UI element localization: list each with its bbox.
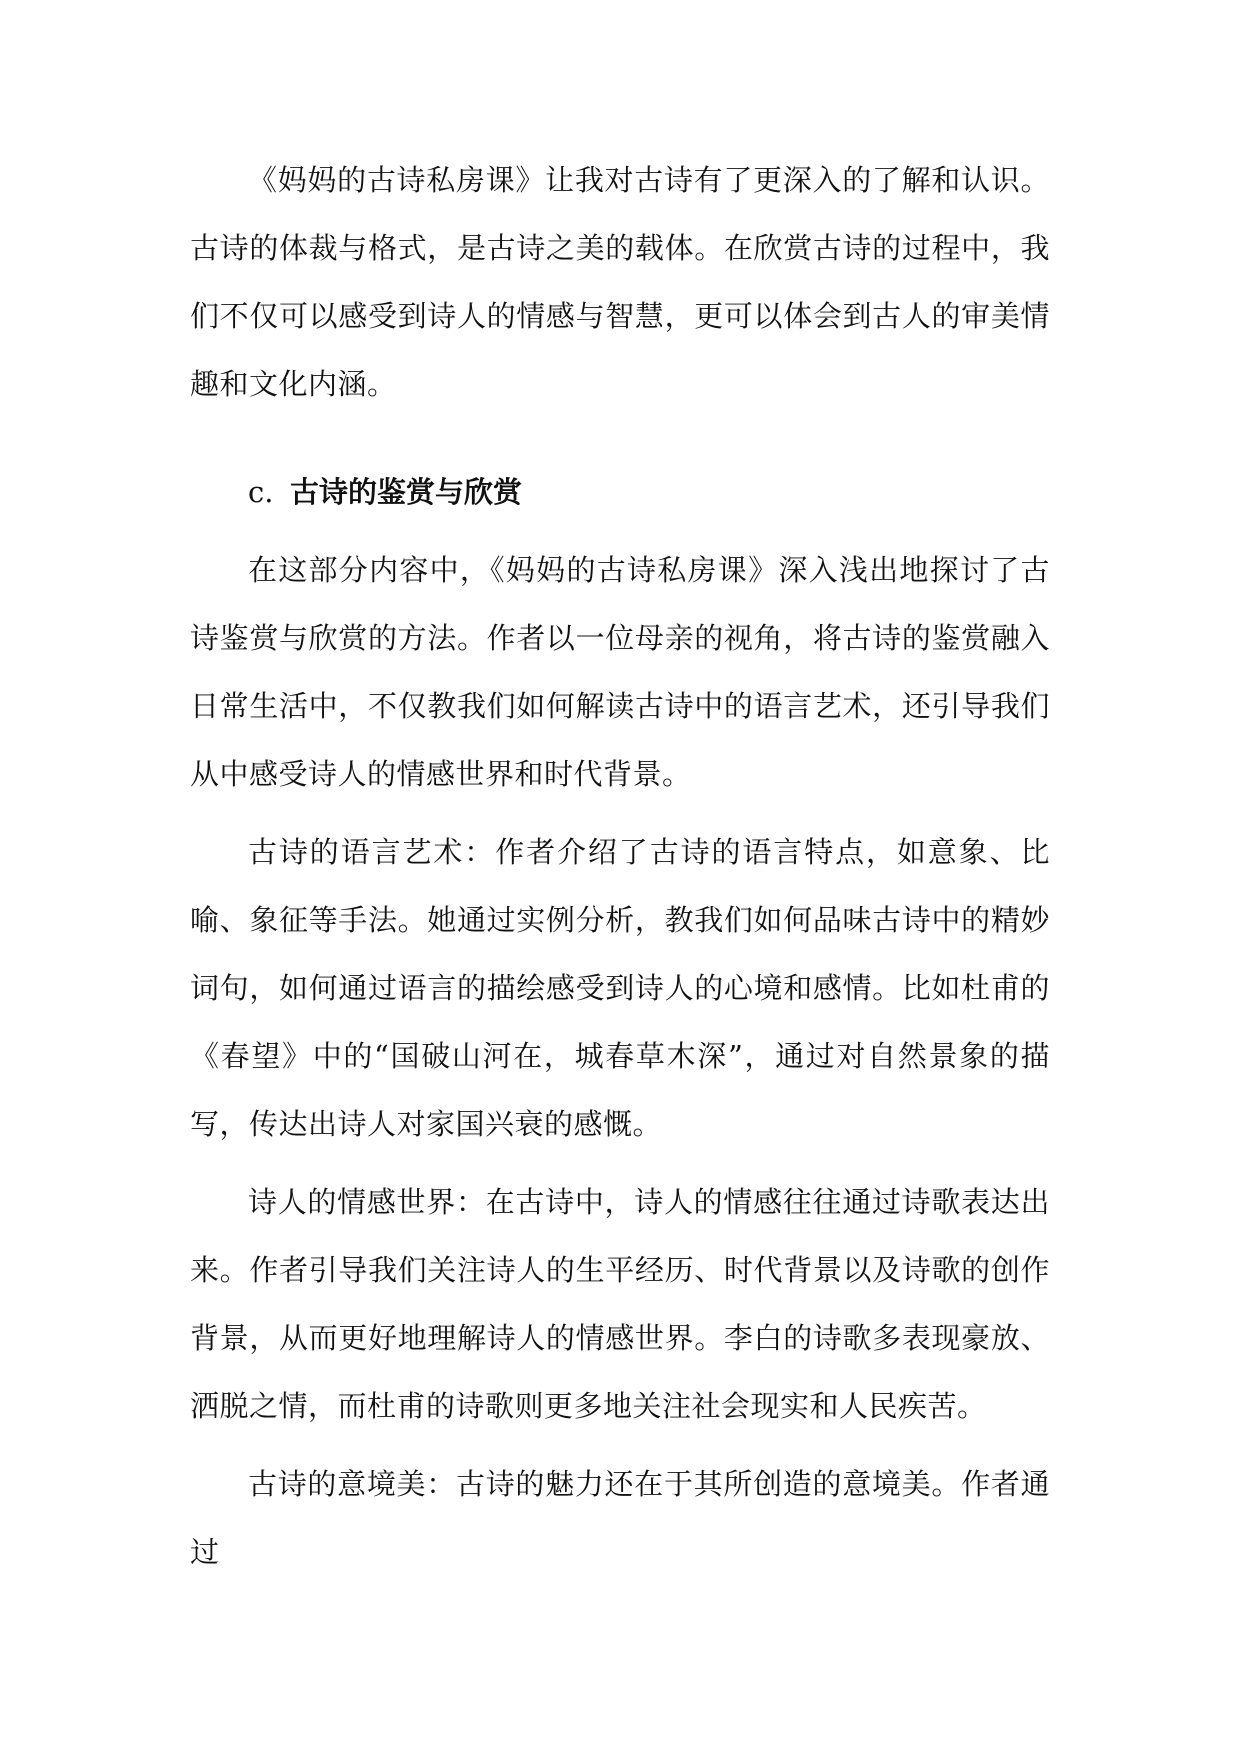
paragraph-poet-emotion: 诗人的情感世界：在古诗中，诗人的情感往往通过诗歌表达出来。作者引导我们关注诗人的生平经历、时代背景以及诗歌的创作背景，从而更好地理解诗人的情感世界。李白的诗歌多表现豪放、洒脱之情，而杜甫的诗歌则更多地关注社会现实和人民疾苦。 — [190, 1185, 1050, 1423]
section-marker: c. — [248, 475, 274, 509]
document-body — [190, 146, 1050, 1586]
paragraph-artistic-conception: 古诗的意境美：古诗的魅力还在于其所创造的意境美。作者通过 — [190, 1467, 1050, 1569]
paragraph-language-art: 古诗的语言艺术：作者介绍了古诗的语言特点，如意象、比喻、象征等手法。她通过实例分析，教我们如何品味古诗中的精妙词句，如何通过语言的描绘感受到诗人的心境和感情。比如杜甫的《春望》中的“国破山河在，城春草木深”，通过对自然景象的描写，传达出诗人对家国兴衰的感慨。 — [190, 835, 1050, 1141]
paragraph-spacer — [190, 1440, 1050, 1450]
paragraph-intro-summary: 《妈妈的古诗私房课》让我对古诗有了更深入的了解和认识。古诗的体裁与格式，是古诗之美的载体。在欣赏古诗的过程中，我们不仅可以感受到诗人的情感与智慧，更可以体会到古人的审美情趣和文化内涵。 — [190, 163, 1050, 401]
paragraph-section-intro: 在这部分内容中，《妈妈的古诗私房课》深入浅出地探讨了古诗鉴赏与欣赏的方法。作者以一位母亲的视角，将古诗的鉴赏融入日常生活中，不仅教我们如何解读古诗中的语言艺术，还引导我们从中感受诗人的情感世界和时代背景。 — [190, 553, 1050, 791]
section-heading — [190, 458, 1050, 526]
section-title: 古诗的鉴赏与欣赏 — [290, 475, 523, 509]
paragraph-spacer — [190, 1158, 1050, 1168]
paragraph-spacer — [190, 526, 1050, 536]
section-spacer — [190, 418, 1050, 458]
paragraph-spacer — [190, 808, 1050, 818]
